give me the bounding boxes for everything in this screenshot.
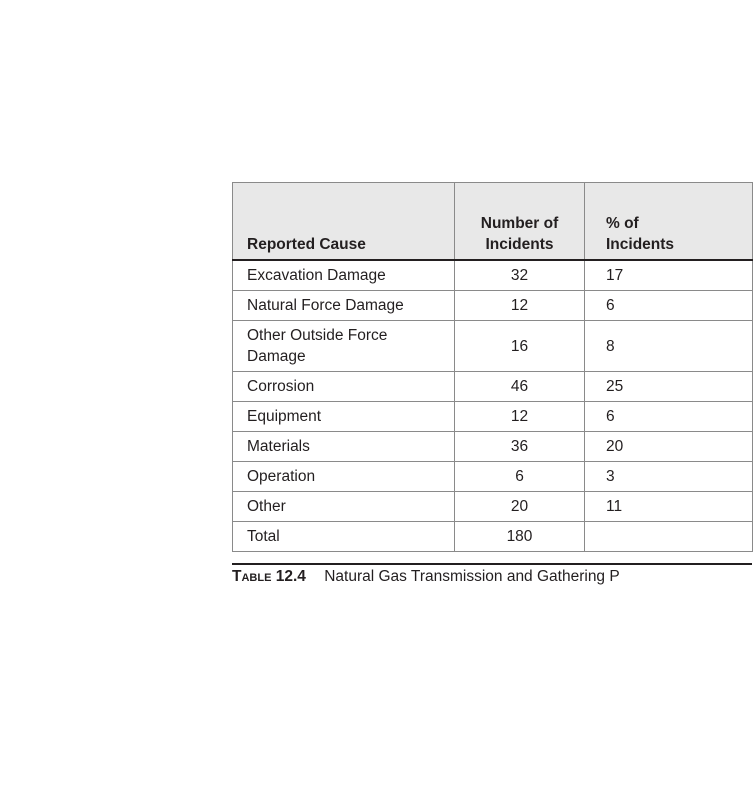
header-number-of-incidents: Number of Incidents: [455, 183, 585, 261]
cause-cell: Operation: [233, 462, 455, 492]
percent-cell: 25: [585, 372, 753, 402]
number-cell: 12: [455, 402, 585, 432]
total-label-cell: Total: [233, 522, 455, 552]
percent-cell: 20: [585, 432, 753, 462]
table-row: [233, 492, 753, 522]
number-cell: 6: [455, 462, 585, 492]
table-row: [233, 321, 753, 372]
number-cell: 36: [455, 432, 585, 462]
cause-cell: Excavation Damage: [233, 260, 455, 291]
table-header-row: [233, 183, 753, 261]
percent-cell: 8: [585, 321, 753, 372]
table-row: [233, 402, 753, 432]
percent-cell: 6: [585, 402, 753, 432]
percent-cell: 3: [585, 462, 753, 492]
table-row: [233, 432, 753, 462]
table-total-row: [233, 522, 753, 552]
total-percent-cell: [585, 522, 753, 552]
incident-table-container: [232, 182, 753, 552]
incident-causes-table: [232, 182, 753, 552]
cause-cell: Other Outside Force Damage: [233, 321, 455, 372]
cause-cell: Materials: [233, 432, 455, 462]
percent-cell: 6: [585, 291, 753, 321]
number-cell: 20: [455, 492, 585, 522]
percent-cell: 17: [585, 260, 753, 291]
cause-cell: Natural Force Damage: [233, 291, 455, 321]
table-caption-text: Natural Gas Transmission and Gathering P: [324, 568, 620, 585]
cause-cell: Other: [233, 492, 455, 522]
table-row: [233, 260, 753, 291]
header-reported-cause: Reported Cause: [233, 183, 455, 261]
number-cell: 32: [455, 260, 585, 291]
number-cell: 46: [455, 372, 585, 402]
table-row: [233, 372, 753, 402]
cause-cell: Corrosion: [233, 372, 455, 402]
number-cell: 12: [455, 291, 585, 321]
table-row: [233, 462, 753, 492]
table-caption-label: Table 12.4: [232, 568, 306, 585]
header-percent-of-incidents: % of Incidents: [585, 183, 753, 261]
total-number-cell: 180: [455, 522, 585, 552]
table-caption: [232, 563, 752, 586]
number-cell: 16: [455, 321, 585, 372]
table-row: [233, 291, 753, 321]
cause-cell: Equipment: [233, 402, 455, 432]
percent-cell: 11: [585, 492, 753, 522]
